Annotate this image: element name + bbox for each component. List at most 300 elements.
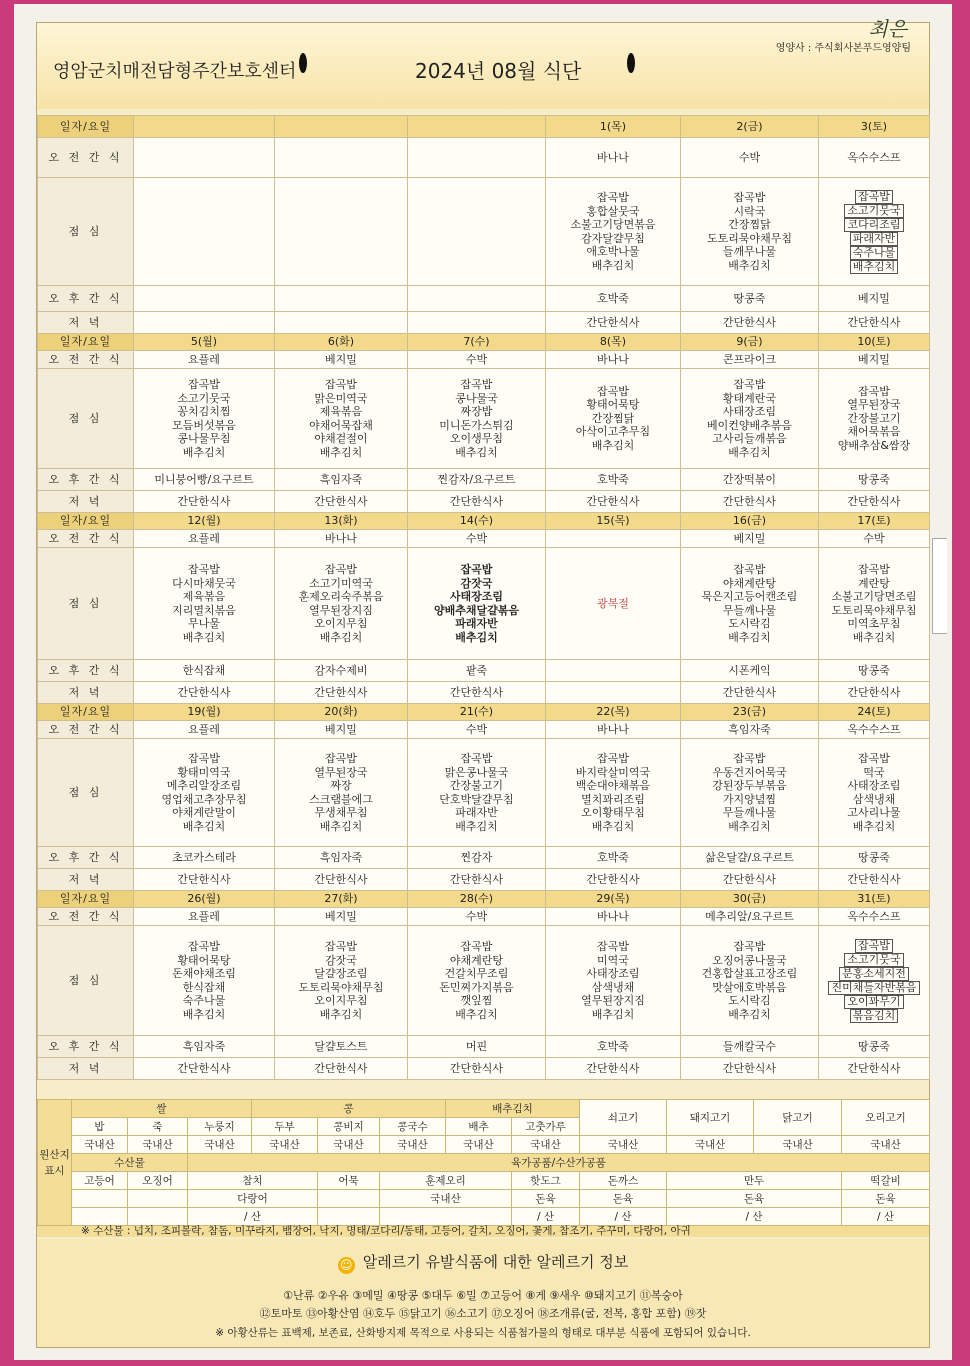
meat-value: 국내산: [667, 1136, 754, 1154]
origin-value: 국내산: [380, 1136, 446, 1154]
lunch-item: 멸치꽈리조림: [581, 792, 645, 806]
lunch-item: 사태장조림: [586, 967, 640, 980]
lunch-item: 묵은지고등어캔조림: [701, 590, 798, 603]
origin-head: 죽: [128, 1118, 188, 1136]
lunch-item: 다시마채뭇국: [172, 576, 236, 590]
lunch-cell: [819, 739, 930, 847]
processed-head: 어묵: [318, 1172, 380, 1190]
lunch-item: 계란탕: [858, 576, 890, 590]
pm-snack-cell: 머핀: [408, 1036, 546, 1058]
lunch-cell: [546, 926, 681, 1036]
date-cell: 15(목): [546, 513, 681, 530]
lunch-cell: [681, 926, 819, 1036]
processed-value: 돈육: [667, 1190, 842, 1208]
lunch-item: 배추김치: [319, 819, 363, 833]
pm-snack-cell: 땅콩죽: [681, 286, 819, 312]
dinner-cell: 간단한식사: [408, 1058, 546, 1080]
lunch-item: 분홍소세지전: [839, 967, 909, 981]
dinner-cell: 간단한식사: [408, 682, 546, 704]
lunch-item: 배추김치: [319, 630, 363, 644]
am-snack-cell: 베지밀: [275, 908, 408, 926]
lunch-item: 배추김치: [455, 819, 498, 833]
dinner-label: 저 녁: [38, 491, 134, 513]
lunch-item: 황태미역국: [177, 765, 231, 779]
date-cell: 23(금): [681, 704, 819, 721]
dinner-cell: 간단한식사: [275, 1058, 408, 1080]
dinner-cell: 간단한식사: [275, 869, 408, 891]
lunch-item: 열무된장국: [314, 765, 368, 779]
lunch-item: 잡곡밥: [325, 378, 357, 391]
am-snack-label: 오 전 간 식: [38, 351, 134, 369]
lunch-item: 숙주나물: [850, 246, 899, 260]
lunch-item: 건홍합살표고장조림: [701, 967, 798, 980]
lunch-cell: [681, 369, 819, 469]
origin-value: 국내산: [512, 1136, 580, 1154]
pm-snack-cell: 흑임자죽: [134, 1036, 275, 1058]
lunch-item: 잡곡밥: [858, 384, 890, 398]
lunch-cell: [275, 178, 408, 286]
pm-snack-cell: 시폰케익: [681, 660, 819, 682]
processed-head: 참치: [188, 1172, 318, 1190]
lunch-item: 제육볶음: [319, 405, 363, 418]
dinner-cell: 간단한식사: [681, 869, 819, 891]
meat-value: 국내산: [754, 1136, 842, 1154]
lunch-item: 지리멸치볶음: [172, 603, 236, 617]
lunch-item: 삼색냉채: [852, 792, 896, 806]
dinner-cell: 간단한식사: [681, 312, 819, 334]
am-snack-cell: 요플레: [134, 351, 275, 369]
lunch-cell: [681, 739, 819, 847]
am-snack-cell: 수박: [408, 351, 546, 369]
lunch-item: 잡곡밥: [325, 563, 357, 576]
lunch-item: 광복절: [597, 596, 629, 610]
dinner-cell: [546, 682, 681, 704]
lunch-item: 간장찜닭: [728, 218, 771, 231]
date-cell: 30(금): [681, 891, 819, 908]
lunch-item: 소고기미역국: [309, 576, 373, 590]
lunch-item: 배추김치: [852, 630, 896, 644]
processed-value: [72, 1190, 128, 1208]
processed-value: 돈육: [512, 1190, 580, 1208]
dinner-cell: [134, 312, 275, 334]
dinner-cell: 간단한식사: [681, 682, 819, 704]
allergy-note: ※ 아황산류는 표백제, 보존료, 산화방지제 목적으로 사용되는 식품첨가물의 형태로 대부분 식품에 포함되어 있습니다.: [215, 1327, 751, 1339]
lunch-cell: [408, 369, 546, 469]
lunch-item: 잡곡밥: [733, 563, 766, 576]
lunch-cell: [275, 926, 408, 1036]
dinner-cell: 간단한식사: [275, 682, 408, 704]
lunch-item: 미역초무침: [847, 617, 901, 630]
lunch-item: 짜장밥: [460, 405, 493, 418]
lunch-item: 파래자반: [850, 232, 899, 246]
lunch-item: 간장불고기: [449, 779, 504, 792]
lunch-item: 배추김치: [455, 1007, 498, 1021]
lunch-cell: [134, 548, 275, 660]
processed-head: 떡갈비: [842, 1172, 930, 1190]
am-snack-cell: 옥수수스프: [819, 908, 930, 926]
lunch-item: 달걀장조림: [314, 967, 368, 980]
lunch-cell: [134, 926, 275, 1036]
am-snack-cell: 수박: [681, 138, 819, 178]
am-snack-cell: 흑임자죽: [681, 721, 819, 739]
am-snack-cell: 수박: [819, 530, 930, 548]
dinner-cell: 간단한식사: [275, 491, 408, 513]
lunch-cell: [275, 739, 408, 847]
lunch-item: 야채어묵잡채: [309, 418, 373, 432]
lunch-item: 떡국: [863, 765, 885, 779]
lunch-item: 열무된장지짐: [309, 603, 373, 617]
dinner-cell: 간단한식사: [408, 491, 546, 513]
origin-head: 고춧가루: [512, 1118, 580, 1136]
lunch-cell: [408, 178, 546, 286]
allergy-title-text: 알레르기 유발식품에 대한 알레르기 정보: [362, 1253, 629, 1271]
lunch-item: 잡곡밥: [188, 378, 220, 391]
dinner-cell: 간단한식사: [819, 682, 930, 704]
lunch-item: 맑은콩나물국: [444, 765, 509, 779]
pm-snack-cell: 찐감자/요구르트: [408, 469, 546, 491]
pm-snack-cell: [546, 660, 681, 682]
date-cell: 24(토): [819, 704, 930, 721]
lunch-item: 야채계란탕: [449, 953, 504, 967]
lunch-item: 오이황태무침: [581, 806, 645, 819]
am-snack-label: 오 전 간 식: [38, 530, 134, 548]
pm-snack-cell: 땅콩죽: [819, 847, 930, 869]
date-cell: 16(금): [681, 513, 819, 530]
lunch-item: 코다리조림: [844, 218, 903, 232]
processed-head: 오징어: [128, 1172, 188, 1190]
lunch-item: 잡곡밥: [597, 384, 629, 398]
lunch-item: 배추김치: [319, 445, 363, 459]
date-cell: 7(수): [408, 334, 546, 351]
pm-snack-cell: 삶은달걀/요구르트: [681, 847, 819, 869]
lunch-item: 잡곡밥: [733, 191, 766, 204]
lunch-item: 도시락김: [728, 994, 771, 1007]
am-snack-cell: 바나나: [546, 138, 681, 178]
lunch-cell: [546, 369, 681, 469]
lunch-cell: [408, 739, 546, 847]
weekly-menu-table: [37, 115, 930, 1080]
smile-icon: ☺: [338, 1257, 355, 1274]
lunch-item: 잡곡밥: [855, 939, 893, 953]
am-snack-cell: 바나나: [546, 721, 681, 739]
lunch-item: 잡곡밥: [188, 563, 220, 576]
lunch-item: 무생채무침: [314, 806, 368, 819]
lunch-item: 잡곡밥: [855, 190, 893, 204]
processed-sub: / 산: [842, 1208, 930, 1226]
lunch-item: 잡곡밥: [733, 940, 766, 953]
processed-sub: / 산: [580, 1208, 667, 1226]
lunch-item: 들깨무나물: [722, 245, 777, 258]
paper-tab: [932, 538, 947, 634]
lunch-item: 양배추삼&쌈장: [837, 438, 911, 452]
date-cell: 17(토): [819, 513, 930, 530]
lunch-cell: [819, 178, 930, 286]
pm-snack-label: 오 후 간 식: [38, 660, 134, 682]
lunch-cell: [408, 926, 546, 1036]
processed-group-head: 육가공품/수산가공품: [188, 1154, 930, 1172]
dinner-label: 저 녁: [38, 1058, 134, 1080]
lunch-cell: [408, 548, 546, 660]
dinner-cell: 간단한식사: [408, 869, 546, 891]
origin-value: 국내산: [72, 1136, 128, 1154]
origin-table: [37, 1099, 930, 1226]
origin-head: 밥: [72, 1118, 128, 1136]
am-snack-cell: [408, 138, 546, 178]
dinner-cell: 간단한식사: [546, 869, 681, 891]
pm-snack-cell: 흑임자죽: [275, 469, 408, 491]
date-label: 일자/요일: [38, 891, 134, 908]
lunch-item: 잡곡밥: [325, 752, 357, 765]
meat-head: 닭고기: [754, 1100, 842, 1136]
menu-document: [36, 17, 930, 1348]
lunch-item: 훈제오리숙주볶음: [298, 590, 384, 603]
lunch-item: 백순대야채볶음: [575, 779, 651, 792]
processed-value: [128, 1190, 188, 1208]
processed-sub: / 산: [188, 1208, 318, 1226]
pm-snack-cell: 땅콩죽: [819, 660, 930, 682]
dinner-cell: 간단한식사: [546, 1058, 681, 1080]
am-snack-cell: 수박: [408, 530, 546, 548]
lunch-item: 미역국: [597, 953, 629, 967]
date-cell: [134, 116, 275, 138]
pm-snack-cell: 찐감자: [408, 847, 546, 869]
lunch-item: 오징어콩나물국: [712, 953, 787, 967]
lunch-item: 양배추채달걀볶음: [433, 603, 519, 617]
processed-sub: / 산: [667, 1208, 842, 1226]
date-cell: [275, 116, 408, 138]
lunch-item: 잡곡밥: [325, 940, 357, 953]
processed-head: 만두: [667, 1172, 842, 1190]
dinner-cell: 간단한식사: [681, 1058, 819, 1080]
lunch-item: 잡곡밥: [460, 752, 493, 765]
lunch-item: 소고기뭇국: [844, 953, 903, 967]
lunch-item: 열무된장지짐: [581, 994, 645, 1007]
date-cell: 22(목): [546, 704, 681, 721]
lunch-cell: [134, 369, 275, 469]
lunch-item: 소고기뭇국: [844, 204, 903, 218]
date-cell: 29(목): [546, 891, 681, 908]
lunch-item: 감자달걀무침: [581, 231, 645, 245]
lunch-item: 도시락김: [728, 617, 771, 630]
pm-snack-cell: 달걀토스트: [275, 1036, 408, 1058]
date-cell: 31(토): [819, 891, 930, 908]
lunch-item: 배추김치: [591, 258, 635, 272]
lunch-item: 잡곡밥: [858, 752, 890, 765]
date-label: 일자/요일: [38, 704, 134, 721]
meat-head: 쇠고기: [580, 1100, 667, 1136]
processed-head: 훈제오리: [380, 1172, 512, 1190]
pm-snack-cell: [134, 286, 275, 312]
lunch-item: 황태계란국: [722, 391, 777, 405]
lunch-item: 열무된장국: [847, 398, 901, 412]
origin-value: 국내산: [318, 1136, 380, 1154]
lunch-cell: [134, 178, 275, 286]
lunch-label: 점 심: [38, 926, 134, 1036]
organization-name: 영암군치매전담형주간보호센터: [53, 61, 297, 82]
dinner-cell: 간단한식사: [134, 491, 275, 513]
lunch-item: 황태어묵탕: [586, 398, 640, 412]
date-cell: [408, 116, 546, 138]
lunch-item: 잡곡밥: [733, 752, 766, 765]
lunch-item: 홍합살뭇국: [586, 204, 640, 218]
date-label: 일자/요일: [38, 334, 134, 351]
lunch-item: 무나물: [188, 617, 220, 630]
date-cell: 10(토): [819, 334, 930, 351]
date-cell: 28(수): [408, 891, 546, 908]
processed-head: 돈까스: [580, 1172, 667, 1190]
kimchi-group-head: 배추김치: [446, 1100, 580, 1118]
lunch-item: 우동건지어묵국: [712, 765, 787, 779]
rice-group-head: 쌀: [72, 1100, 252, 1118]
date-cell: 19(월): [134, 704, 275, 721]
pm-snack-cell: [275, 286, 408, 312]
lunch-item: 잡곡밥: [188, 940, 220, 953]
lunch-label: 점 심: [38, 369, 134, 469]
meat-head: 돼지고기: [667, 1100, 754, 1136]
lunch-item: 고사리나물: [847, 806, 901, 819]
lunch-item: 잡곡밥: [597, 191, 629, 204]
origin-side-label: 원산지표시: [38, 1100, 72, 1226]
am-snack-cell: 요플레: [134, 530, 275, 548]
lunch-cell: [819, 926, 930, 1036]
lunch-item: 잡곡밥: [597, 752, 629, 765]
lunch-item: 채어묵볶음: [847, 425, 901, 439]
origin-value: 국내산: [128, 1136, 188, 1154]
pm-snack-cell: 호박죽: [546, 1036, 681, 1058]
lunch-item: 베이컨양배추볶음: [706, 418, 792, 432]
lunch-item: 볶음김치: [850, 1009, 899, 1023]
document-title: 2024년 08월 식단: [415, 59, 582, 83]
pm-snack-cell: 호박죽: [546, 847, 681, 869]
am-snack-cell: [546, 530, 681, 548]
lunch-item: 강된장두부볶음: [712, 779, 787, 792]
lunch-item: 한식잡채: [182, 980, 226, 994]
date-cell: 12(월): [134, 513, 275, 530]
meat-head: 오리고기: [842, 1100, 930, 1136]
processed-value: 국내산: [380, 1190, 512, 1208]
dinner-cell: [275, 312, 408, 334]
origin-head: 누룽지: [188, 1118, 252, 1136]
am-snack-cell: 메추리알/요구르트: [681, 908, 819, 926]
lunch-cell: [275, 548, 408, 660]
date-cell: 21(수): [408, 704, 546, 721]
lunch-item: 소고기뭇국: [177, 391, 231, 405]
am-snack-cell: 바나나: [546, 351, 681, 369]
lunch-item: 잡곡밥: [460, 378, 493, 391]
lunch-item: 잡곡밥: [460, 940, 493, 953]
am-snack-label: 오 전 간 식: [38, 721, 134, 739]
lunch-item: 간장찜닭: [591, 411, 635, 425]
lunch-item: 배추김치: [182, 630, 226, 644]
origin-head: 배추: [446, 1118, 512, 1136]
am-snack-cell: 콘프라이크: [681, 351, 819, 369]
dinner-cell: 간단한식사: [134, 682, 275, 704]
processed-sub: / 산: [512, 1208, 580, 1226]
am-snack-cell: 베지밀: [681, 530, 819, 548]
lunch-item: 짜장: [330, 779, 352, 792]
lunch-item: 파래자반: [455, 806, 498, 819]
date-cell: 14(수): [408, 513, 546, 530]
lunch-item: 애호박나물: [586, 245, 640, 258]
lunch-item: 사태장조림: [722, 405, 777, 418]
punch-hole-mark: [299, 53, 307, 73]
lunch-cell: [681, 178, 819, 286]
allergy-title: [37, 1251, 929, 1274]
lunch-item: 황태어묵탕: [177, 953, 231, 967]
dinner-cell: 간단한식사: [819, 491, 930, 513]
processed-value: 돈육: [842, 1190, 930, 1208]
lunch-item: 모듬버섯볶음: [172, 418, 236, 432]
pm-snack-cell: 땅콩죽: [819, 1036, 930, 1058]
lunch-item: 잡곡밥: [460, 563, 493, 576]
lunch-item: 꽁치김치찜: [177, 405, 231, 418]
dinner-cell: 간단한식사: [546, 312, 681, 334]
pm-snack-cell: 감자수제비: [275, 660, 408, 682]
lunch-item: 콩나물무침: [177, 432, 231, 445]
lunch-item: 무들깨나물: [722, 806, 777, 819]
pm-snack-cell: 한식잡채: [134, 660, 275, 682]
punch-hole-mark: [627, 53, 635, 73]
lunch-item: 배추김치: [728, 1007, 771, 1021]
allergy-list-1: ①난류 ②우유 ③메밀 ④땅콩 ⑤대두 ⑥밀 ⑦고등어 ⑧게 ⑨새우 ⑩돼지고기 ⑪복숭아: [283, 1289, 683, 1302]
dinner-cell: [408, 312, 546, 334]
lunch-item: 야채계란말이: [172, 806, 236, 819]
lunch-item: 스크램블에그: [309, 792, 373, 806]
lunch-item: 배추김치: [728, 258, 771, 272]
lunch-item: 오이지무침: [314, 994, 368, 1007]
lunch-item: 오이지무침: [314, 617, 368, 630]
lunch-cell: [546, 739, 681, 847]
am-snack-cell: 베지밀: [275, 351, 408, 369]
lunch-item: 돈민찌가지볶음: [439, 980, 514, 994]
lunch-item: 배추김치: [455, 630, 498, 644]
am-snack-cell: 옥수수스프: [819, 138, 930, 178]
dinner-cell: 간단한식사: [819, 1058, 930, 1080]
seafood-group-head: 수산물: [72, 1154, 188, 1172]
am-snack-cell: 요플레: [134, 908, 275, 926]
date-cell: 27(화): [275, 891, 408, 908]
lunch-item: 배추김치: [182, 445, 226, 459]
pm-snack-label: 오 후 간 식: [38, 286, 134, 312]
origin-section: [37, 1099, 929, 1237]
processed-head: 핫도그: [512, 1172, 580, 1190]
meat-value: 국내산: [842, 1136, 930, 1154]
pm-snack-cell: 땅콩죽: [819, 469, 930, 491]
am-snack-cell: [134, 138, 275, 178]
am-snack-label: 오 전 간 식: [38, 138, 134, 178]
origin-head: 두부: [252, 1118, 318, 1136]
lunch-item: 소불고기당면조림: [831, 590, 917, 603]
lunch-item: 배추김치: [728, 445, 771, 459]
lunch-item: 배추김치: [728, 630, 771, 644]
pm-snack-label: 오 후 간 식: [38, 1036, 134, 1058]
am-snack-label: 오 전 간 식: [38, 908, 134, 926]
lunch-item: 가지양념찜: [722, 792, 777, 806]
dinner-cell: 간단한식사: [681, 491, 819, 513]
lunch-item: 감잣국: [460, 576, 493, 590]
dinner-cell: 간단한식사: [819, 312, 930, 334]
lunch-item: 숙주나물: [182, 994, 226, 1007]
lunch-item: 배추김치: [319, 1007, 363, 1021]
signature: 최은: [868, 17, 907, 41]
lunch-item: 배추김치: [850, 260, 899, 274]
origin-value: 국내산: [188, 1136, 252, 1154]
lunch-item: 메추리알장조림: [166, 779, 242, 792]
pm-snack-cell: 호박죽: [546, 469, 681, 491]
pm-snack-cell: 호박죽: [546, 286, 681, 312]
lunch-cell: [681, 548, 819, 660]
am-snack-cell: 수박: [408, 908, 546, 926]
